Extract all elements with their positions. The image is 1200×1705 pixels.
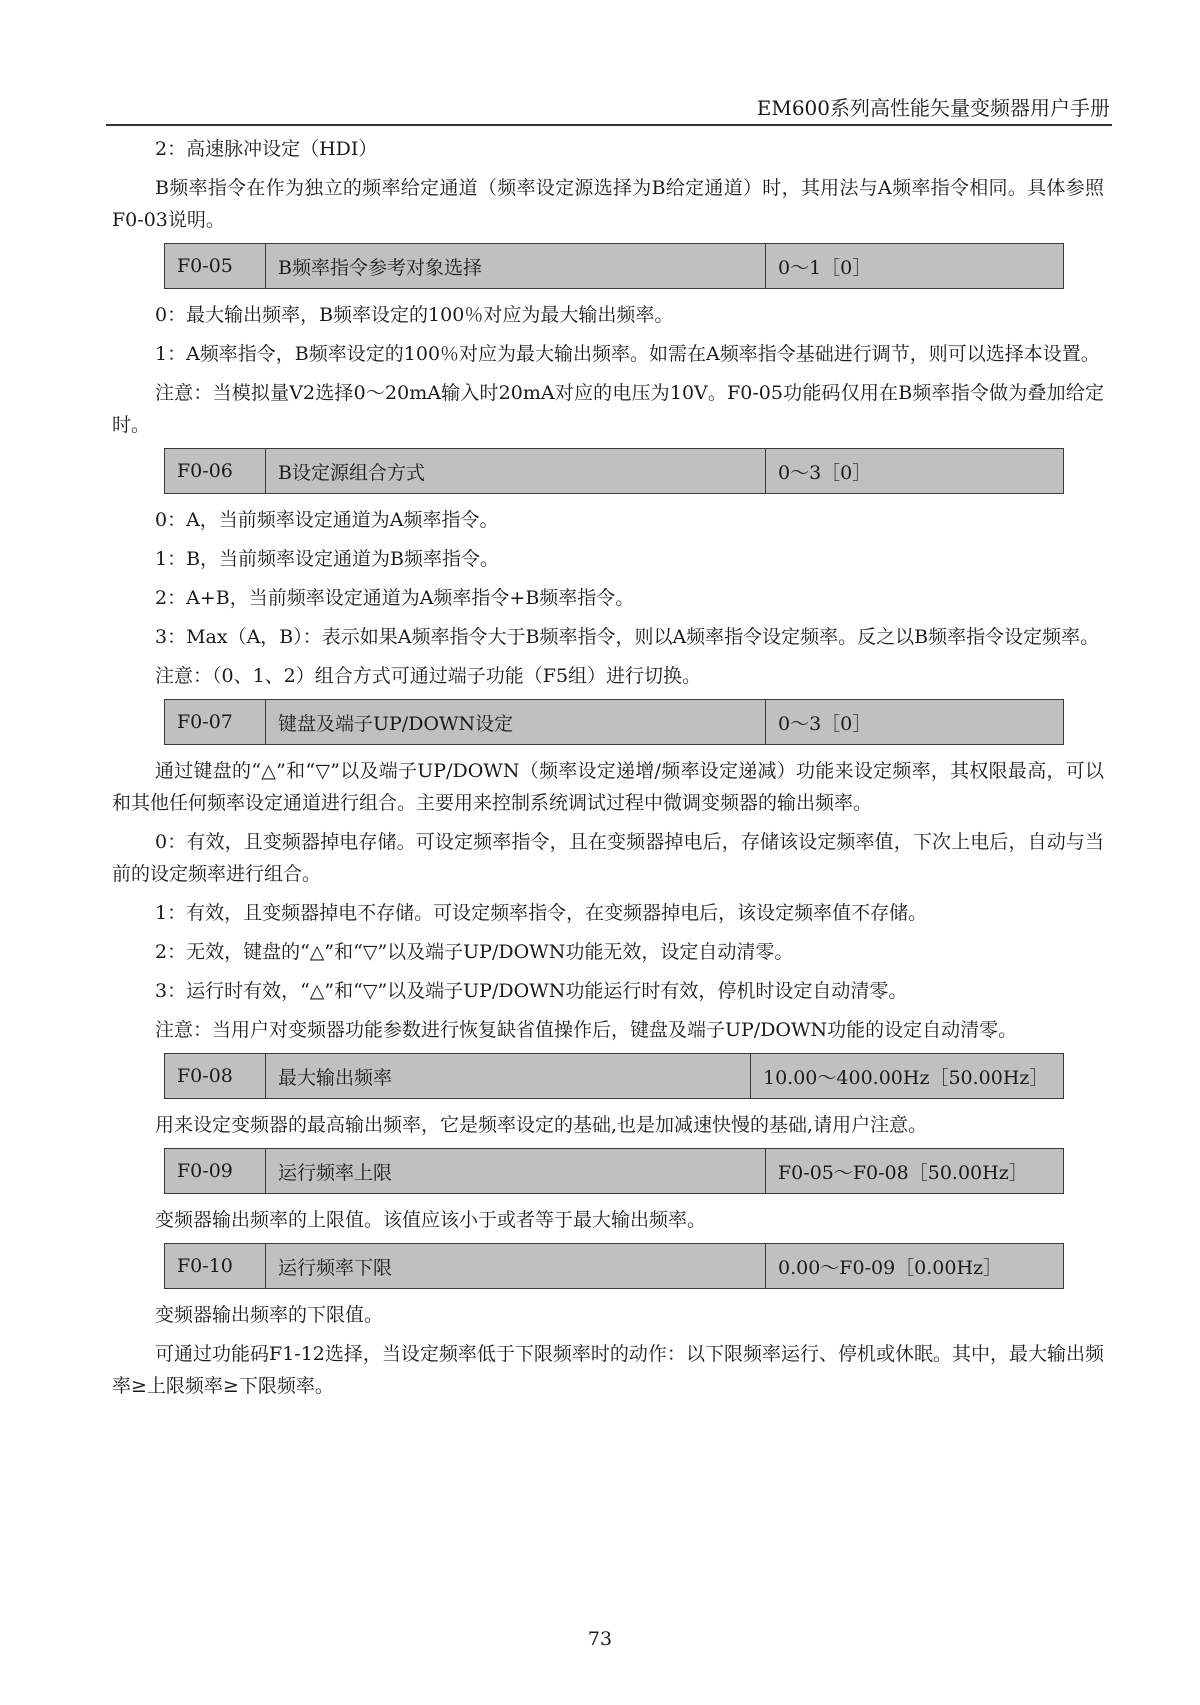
param-row-f0-05 [164, 243, 1064, 289]
param-row-f0-10 [164, 1243, 1064, 1289]
header-rule [106, 124, 1112, 126]
paragraph: 0：A，当前频率设定通道为A频率指令。 [155, 509, 499, 531]
paragraph: 注意：（0、1、2）组合方式可通过端子功能（F5组）进行切换。 [155, 665, 702, 687]
paragraph: 用来设定变频器的最高输出频率，它是频率设定的基础,也是加减速快慢的基础,请用户注意。 [155, 1114, 928, 1136]
param-range: 0～3［0］ [778, 712, 872, 735]
paragraph: 1：有效，且变频器掉电不存储。可设定频率指令，在变频器掉电后，该设定频率值不存储。 [155, 902, 928, 924]
param-name: 最大输出频率 [266, 1054, 751, 1098]
paragraph: 0：最大输出频率，B频率设定的100％对应为最大输出频率。 [155, 304, 674, 326]
param-row-f0-07 [164, 699, 1064, 745]
paragraph: 1：B，当前频率设定通道为B频率指令。 [155, 548, 500, 570]
paragraph: 变频器输出频率的上限值。该值应该小于或者等于最大输出频率。 [155, 1209, 707, 1231]
paragraph: 通过键盘的“△”和“▽”以及端子UP/DOWN（频率设定递增/频率设定递减）功能来设定频率，其权限最高，可以和其他任何频率设定通道进行组合。主要用来控制系统调试过程中微调变频器的输出频率。 [112, 760, 1104, 814]
paragraph: 3：运行时有效，“△”和“▽”以及端子UP/DOWN功能运行时有效，停机时设定自动清零。 [155, 980, 908, 1002]
paragraph: 2：高速脉冲设定（HDI） [155, 138, 378, 160]
param-row-f0-06 [164, 448, 1064, 494]
param-code: F0-08 [165, 1054, 266, 1098]
param-code: F0-05 [165, 244, 266, 288]
paragraph: 0：有效，且变频器掉电存储。可设定频率指令，且在变频器掉电后，存储该设定频率值，下次上电后，自动与当前的设定频率进行组合。 [112, 831, 1104, 885]
paragraph: 2：A+B，当前频率设定通道为A频率指令+B频率指令。 [155, 587, 635, 609]
page-number: 73 [587, 1628, 613, 1650]
param-code: F0-09 [165, 1149, 266, 1193]
param-row-f0-08 [164, 1053, 1064, 1099]
paragraph: 3：Max（A，B）：表示如果A频率指令大于B频率指令，则以A频率指令设定频率。反之以B频率指令设定频率。 [155, 626, 1100, 648]
param-range: F0-05～F0-08［50.00Hz］ [778, 1161, 1028, 1184]
param-range: 0～3［0］ [778, 461, 872, 484]
paragraph: 注意：当模拟量V2选择0～20mA输入时20mA对应的电压为10V。F0-05功能码仅用在B频率指令做为叠加给定时。 [112, 382, 1104, 436]
param-range: 0～1［0］ [778, 256, 872, 279]
param-name: B设定源组合方式 [266, 449, 766, 493]
param-code: F0-06 [165, 449, 266, 493]
param-code: F0-07 [165, 700, 266, 744]
paragraph: 1：A频率指令，B频率设定的100％对应为最大输出频率。如需在A频率指令基础进行调节，则可以选择本设置。 [155, 343, 1100, 365]
paragraph: 可通过功能码F1-12选择，当设定频率低于下限频率时的动作：以下限频率运行、停机或休眠。其中，最大输出频率≥上限频率≥下限频率。 [112, 1343, 1104, 1397]
page-content [112, 133, 1104, 1409]
param-name: B频率指令参考对象选择 [266, 244, 766, 288]
param-row-f0-09 [164, 1148, 1064, 1194]
param-name: 运行频率上限 [266, 1149, 766, 1193]
paragraph: 注意：当用户对变频器功能参数进行恢复缺省值操作后，键盘及端子UP/DOWN功能的设定自动清零。 [155, 1019, 1018, 1041]
param-code: F0-10 [165, 1244, 266, 1288]
param-range: 10.00～400.00Hz［50.00Hz］ [763, 1066, 1049, 1089]
paragraph: 2：无效，键盘的“△”和“▽”以及端子UP/DOWN功能无效，设定自动清零。 [155, 941, 794, 963]
paragraph: B频率指令在作为独立的频率给定通道（频率设定源选择为B给定通道）时，其用法与A频率指令相同。具体参照F0-03说明。 [112, 177, 1104, 231]
paragraph: 变频器输出频率的下限值。 [155, 1304, 384, 1326]
running-header: EM600系列高性能矢量变频器用户手册 [756, 96, 1110, 120]
param-range: 0.00～F0-09［0.00Hz］ [778, 1256, 1003, 1279]
param-name: 运行频率下限 [266, 1244, 766, 1288]
param-name: 键盘及端子UP/DOWN设定 [266, 700, 766, 744]
